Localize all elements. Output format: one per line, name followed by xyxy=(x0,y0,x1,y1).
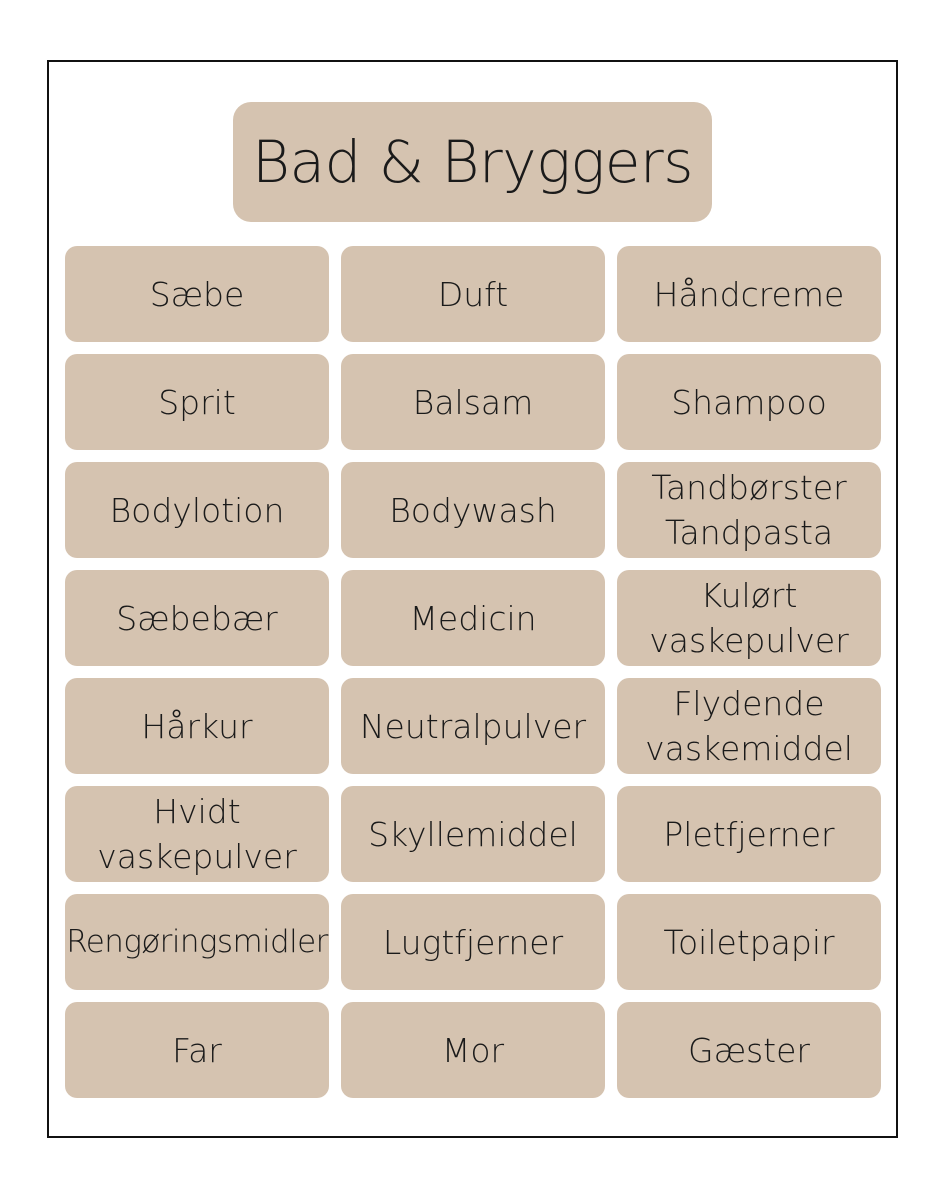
label-text: Hvidt vaskepulver xyxy=(97,792,297,876)
label-text: Flydende vaskemiddel xyxy=(645,684,853,768)
page-title: Bad & Bryggers xyxy=(252,128,693,196)
label-bodylotion xyxy=(65,462,329,558)
label-hvidt-vaskepulver xyxy=(65,786,329,882)
label-text: Kulørt vaskepulver xyxy=(649,576,849,660)
label-text: Lugtfjerner xyxy=(382,922,564,962)
label-pletfjerner xyxy=(617,786,881,882)
label-text: Neutralpulver xyxy=(359,706,587,746)
label-neutralpulver xyxy=(341,678,605,774)
label-skyllemiddel xyxy=(341,786,605,882)
label-saebe xyxy=(65,246,329,342)
label-lugtfjerner xyxy=(341,894,605,990)
label-mor xyxy=(341,1002,605,1098)
label-text: Rengøringsmidler xyxy=(66,923,328,960)
label-text: Sæbebær xyxy=(116,598,278,638)
label-flydende-vaskemiddel xyxy=(617,678,881,774)
label-text: Shampoo xyxy=(671,382,827,422)
label-far xyxy=(65,1002,329,1098)
label-gaester xyxy=(617,1002,881,1098)
label-kuloert-vaskepulver xyxy=(617,570,881,666)
label-rengoeringsmidler xyxy=(65,894,329,990)
label-text: Balsam xyxy=(412,382,534,422)
label-balsam xyxy=(341,354,605,450)
label-text: Far xyxy=(172,1030,222,1070)
label-text: Medicin xyxy=(409,598,537,638)
title-label xyxy=(233,102,712,222)
label-text: Duft xyxy=(437,274,509,314)
label-grid xyxy=(65,246,881,1098)
label-shampoo xyxy=(617,354,881,450)
label-toiletpapir xyxy=(617,894,881,990)
label-text: Pletfjerner xyxy=(663,814,835,854)
label-text: Toiletpapir xyxy=(663,922,835,962)
label-tandboerster-tandpasta xyxy=(617,462,881,558)
label-text: Hårkur xyxy=(141,706,253,746)
label-bodywash xyxy=(341,462,605,558)
label-text: Sprit xyxy=(158,382,236,422)
label-text: Mor xyxy=(441,1030,505,1070)
label-text: Tandbørster Tandpasta xyxy=(651,468,847,552)
label-text: Bodywash xyxy=(389,490,557,530)
label-text: Bodylotion xyxy=(109,490,285,530)
label-saebebaer xyxy=(65,570,329,666)
label-haandcreme xyxy=(617,246,881,342)
label-text: Skyllemiddel xyxy=(368,814,578,854)
label-sprit xyxy=(65,354,329,450)
label-duft xyxy=(341,246,605,342)
label-text: Håndcreme xyxy=(653,274,845,314)
label-medicin xyxy=(341,570,605,666)
label-text: Gæster xyxy=(688,1030,810,1070)
label-text: Sæbe xyxy=(149,274,245,314)
label-haarkur xyxy=(65,678,329,774)
